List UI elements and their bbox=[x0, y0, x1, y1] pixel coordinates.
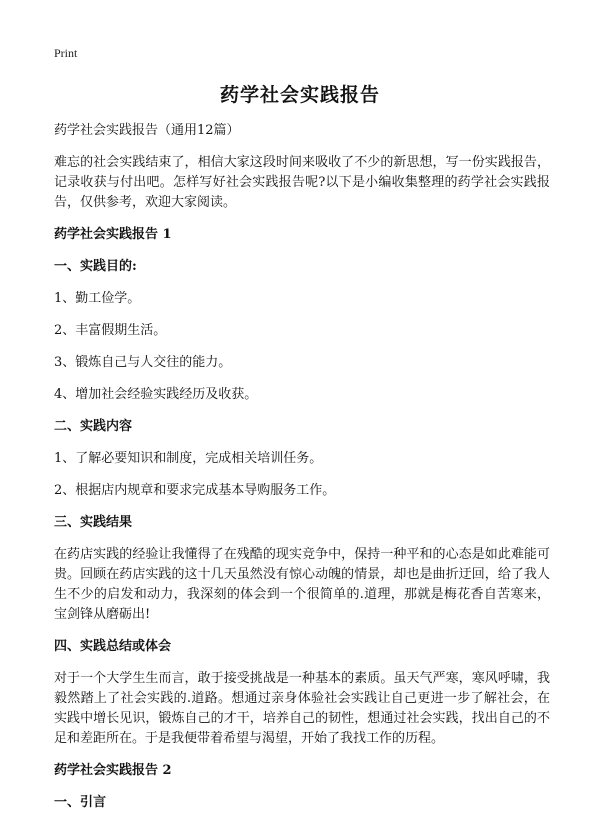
section-content-heading: 二、实践内容 bbox=[54, 419, 133, 434]
print-link[interactable]: Print bbox=[54, 46, 78, 60]
page-title: 药学社会实践报告 bbox=[219, 84, 380, 106]
document-subtitle: 药学社会实践报告（通用12篇） bbox=[54, 123, 240, 138]
list-item: 1、勤工俭学。 bbox=[54, 291, 141, 306]
list-item: 3、锻炼自己与人交往的能力。 bbox=[54, 355, 232, 370]
section-summary-heading: 四、实践总结或体会 bbox=[54, 639, 172, 654]
document-body bbox=[54, 121, 550, 825]
list-item: 1、了解必要知识和制度，完成相关培训任务。 bbox=[54, 451, 323, 466]
section-introduction-heading: 一、引言 bbox=[54, 795, 107, 810]
section-result-paragraph: 在药店实践的经验让我懂得了在残酷的现实竞争中，保持一种平和的心态是如此难能可贵。回顾在药店实践的这十几天虽然没有惊心动魄的情景，却也是曲折迂回，给了我人生不少的启发和动力，我深刻的体会到一个很简单的.道理，那就是梅花香自苦寒来，宝剑锋从磨砺出! bbox=[54, 547, 550, 622]
intro-paragraph: 难忘的社会实践结束了，相信大家这段时间来吸收了不少的新思想，写一份实践报告，记录收获与付出吧。怎样写好社会实践报告呢?以下是小编收集整理的药学社会实践报告，仅供参考，欢迎大家阅读。 bbox=[54, 155, 550, 210]
report-2-heading: 药学社会实践报告 2 bbox=[54, 763, 172, 778]
list-item: 2、丰富假期生活。 bbox=[54, 323, 167, 338]
list-item: 4、增加社会经验实践经历及收获。 bbox=[54, 387, 258, 402]
report-1-heading: 药学社会实践报告 1 bbox=[54, 227, 172, 242]
section-purpose-heading: 一、实践目的: bbox=[54, 259, 137, 274]
section-summary-paragraph: 对于一个大学生生而言，敢于接受挑战是一种基本的素质。虽天气严寒，寒风呼啸，我毅然踏上了社会实践的.道路。想通过亲身体验社会实践让自己更进一步了解社会，在实践中增长见识，锻炼自己的才干，培养自己的韧性，想通过社会实践，找出自己的不足和差距所在。于是我便带着希望与渴望，开始了我找工作的历程。 bbox=[54, 671, 550, 746]
list-item: 2、根据店内规章和要求完成基本导购服务工作。 bbox=[54, 483, 336, 498]
section-result-heading: 三、实践结果 bbox=[54, 515, 133, 530]
